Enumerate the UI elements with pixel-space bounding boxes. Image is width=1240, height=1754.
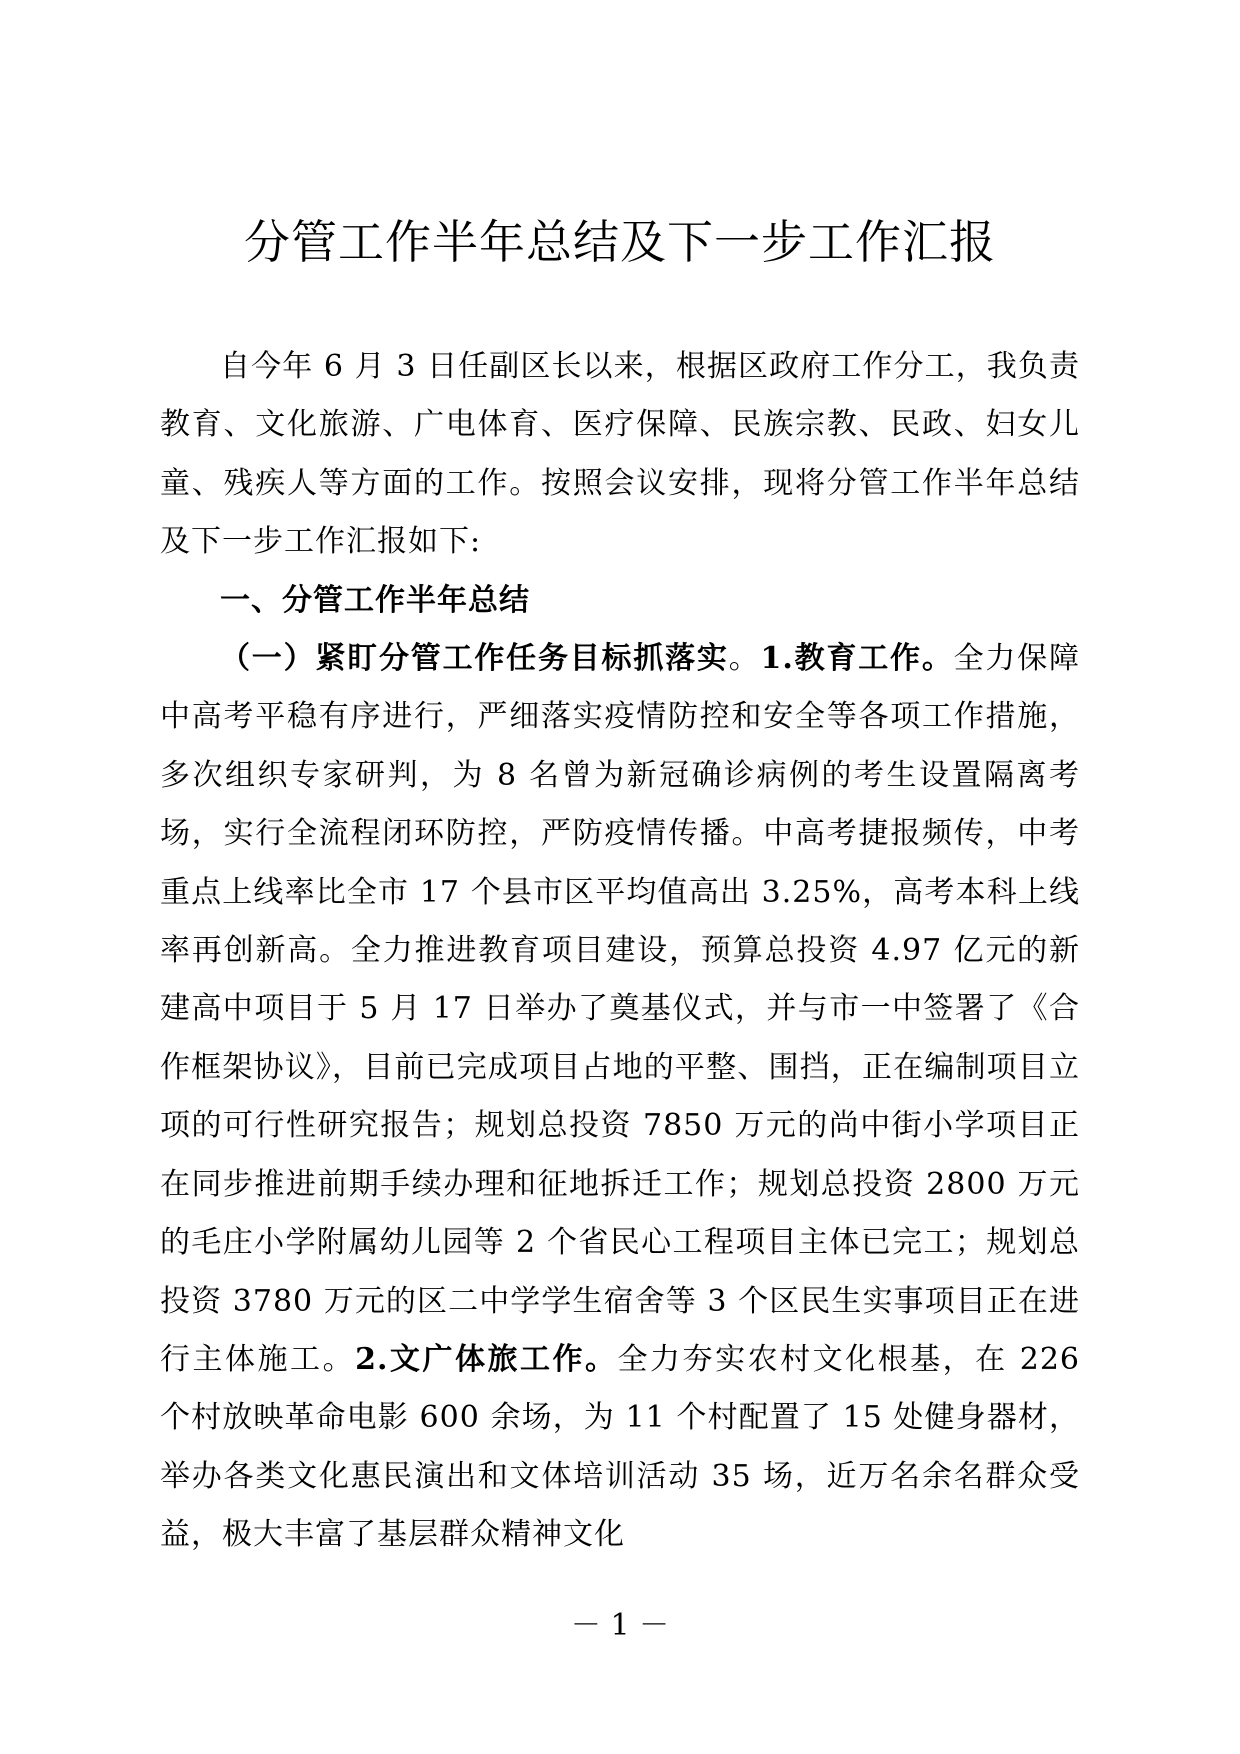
culture-text: 全力夯实农村文化根基，在 226 个村放映革命电影 600 余场，为 11 个村配置了 15 处健身器材，举办各类文化惠民演出和文体培训活动 35 场，近万名余名群众受益，极大丰富了基层群众精神文化 (160, 1341, 1081, 1553)
intro-paragraph: 自今年 6 月 3 日任副区长以来，根据区政府工作分工，我负责教育、文化旅游、广电体育、医疗保障、民族宗教、民政、妇女儿童、残疾人等方面的工作。按照会议安排，现将分管工作半年总结及下一步工作汇报如下: (160, 349, 1080, 560)
subsection-heading: （一）紧盯分管工作任务目标抓落实 (220, 641, 729, 677)
subsection-separator: 。 (728, 641, 761, 677)
document-title: 分管工作半年总结及下一步工作汇报 (244, 215, 996, 269)
summary-paragraph (160, 630, 1080, 1565)
education-heading: 1.教育工作。 (760, 641, 954, 677)
culture-heading: 2.文广体旅工作。 (355, 1341, 618, 1377)
education-text: 全力保障中高考平稳有序进行，严细落实疫情防控和安全等各项工作措施，多次组织专家研判，为 8 名曾为新冠确诊病例的考生设置隔离考场，实行全流程闭环防控，严防疫情传播。中高考捷报频传，中考重点上线率比全市 17 个县市区平均值高出 3.25%，高考本科上线率再创新高。全力推进教育项目建设，预算总投资 4.97 亿元的新建高中项目于 5 月 17 日举办了奠基仪式，并与市一中签署了《合作框架协议》，目前已完成项目占地的平整、围挡，正在编制项目立项的可行性研究报告；规划总投资 7850 万元的尚中街小学项目正在同步推进前期手续办理和征地拆迁工作；规划总投资 2800 万元的毛庄小学附属幼儿园等 2 个省民心工程项目主体已完工；规划总投资 3780 万元的区二中学学生宿舍等 3 个区民生实事项目正在进行主体施工。 (160, 641, 1081, 1377)
document-body (160, 338, 1080, 1565)
section-heading: 一、分管工作半年总结 (220, 582, 530, 618)
page-number: － 1 － (570, 1608, 670, 1643)
